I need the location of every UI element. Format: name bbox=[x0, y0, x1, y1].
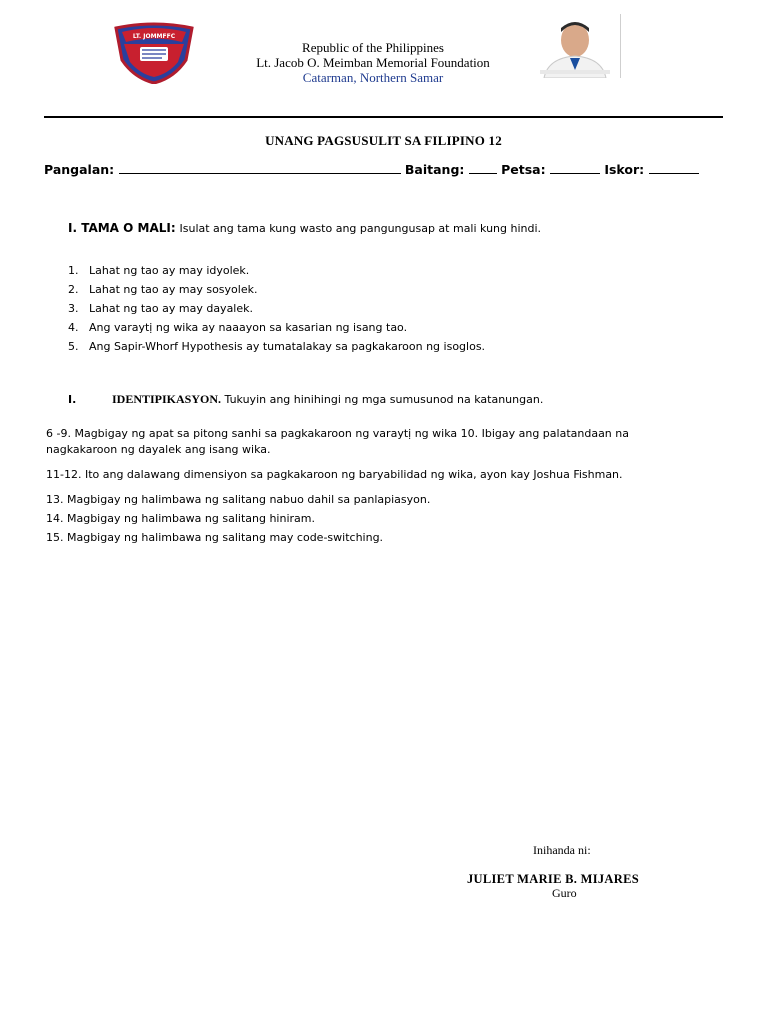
student-info-fields bbox=[44, 162, 699, 177]
section-identification bbox=[68, 392, 543, 407]
header-country: Republic of the Philippines bbox=[302, 40, 444, 55]
question-item: 15. Magbigay ng halimbawa ng salitang may code-switching. bbox=[46, 531, 384, 544]
prepared-by-label: Inihanda ni: bbox=[533, 843, 591, 857]
score-blank[interactable] bbox=[649, 162, 699, 174]
teacher-photo bbox=[530, 14, 621, 78]
section1-instruction: Isulat ang tama kung wasto ang pangungusap at mali kung hindi. bbox=[179, 222, 542, 235]
logo-lettering: LT. JOMMFFC bbox=[132, 33, 176, 40]
list-item: 1. Lahat ng tao ay may idyolek. bbox=[68, 264, 250, 277]
header-location: Catarman, Northern Samar bbox=[302, 70, 444, 85]
section2-instruction: Tukuyin ang hinihingi ng mga sumusunod na katanungan. bbox=[224, 393, 544, 406]
author-role: Guro bbox=[552, 886, 577, 900]
score-label: Iskor: bbox=[604, 162, 645, 177]
date-blank[interactable] bbox=[550, 162, 600, 174]
list-item: 4. Ang varaytị ng wika ay naaayon sa kasarian ng isang tao. bbox=[68, 321, 408, 334]
grade-label: Baitang: bbox=[404, 162, 465, 177]
section1-heading: I. TAMA O MALI: bbox=[68, 221, 176, 235]
section2-number: I. bbox=[68, 393, 77, 406]
question-item: 14. Magbigay ng halimbawa ng salitang hiniram. bbox=[46, 512, 315, 525]
list-item: 3. Lahat ng tao ay may dayalek. bbox=[68, 302, 253, 315]
list-item: 2. Lahat ng tao ay may sosyolek. bbox=[68, 283, 258, 296]
header-divider bbox=[44, 116, 723, 118]
list-item: 5. Ang Sapir-Whorf Hypothesis ay tumatalakay sa pagkakaroon ng isoglos. bbox=[68, 340, 486, 353]
question-item: 6 -9. Magbigay ng apat sa pitong sanhi sa pagkakaroon ng varaytị ng wika 10. Ibigay ang palatandaan na nagkakaroon ng dayalek ang isang wika. bbox=[46, 427, 629, 456]
question-item: 11-12. Ito ang dalawang dimensiyon sa pagkakaroon ng baryabilidad ng wika, ayon kay Joshua Fishman. bbox=[46, 468, 623, 481]
date-label: Petsa: bbox=[501, 162, 546, 177]
school-logo bbox=[112, 22, 196, 84]
name-blank[interactable] bbox=[119, 162, 401, 174]
exam-title: UNANG PAGSUSULIT SA FILIPINO 12 bbox=[265, 133, 502, 148]
author-name: JULIET MARIE B. MIJARES bbox=[467, 872, 639, 886]
header-school-name: Lt. Jacob O. Meimban Memorial Foundation bbox=[256, 55, 490, 70]
grade-blank[interactable] bbox=[469, 162, 497, 174]
section-true-false bbox=[68, 221, 541, 235]
section2-heading: IDENTIPIKASYON. bbox=[112, 392, 222, 406]
question-item: 13. Magbigay ng halimbawa ng salitang nabuo dahil sa panlapiasyon. bbox=[46, 493, 431, 506]
name-label: Pangalan: bbox=[44, 162, 115, 177]
